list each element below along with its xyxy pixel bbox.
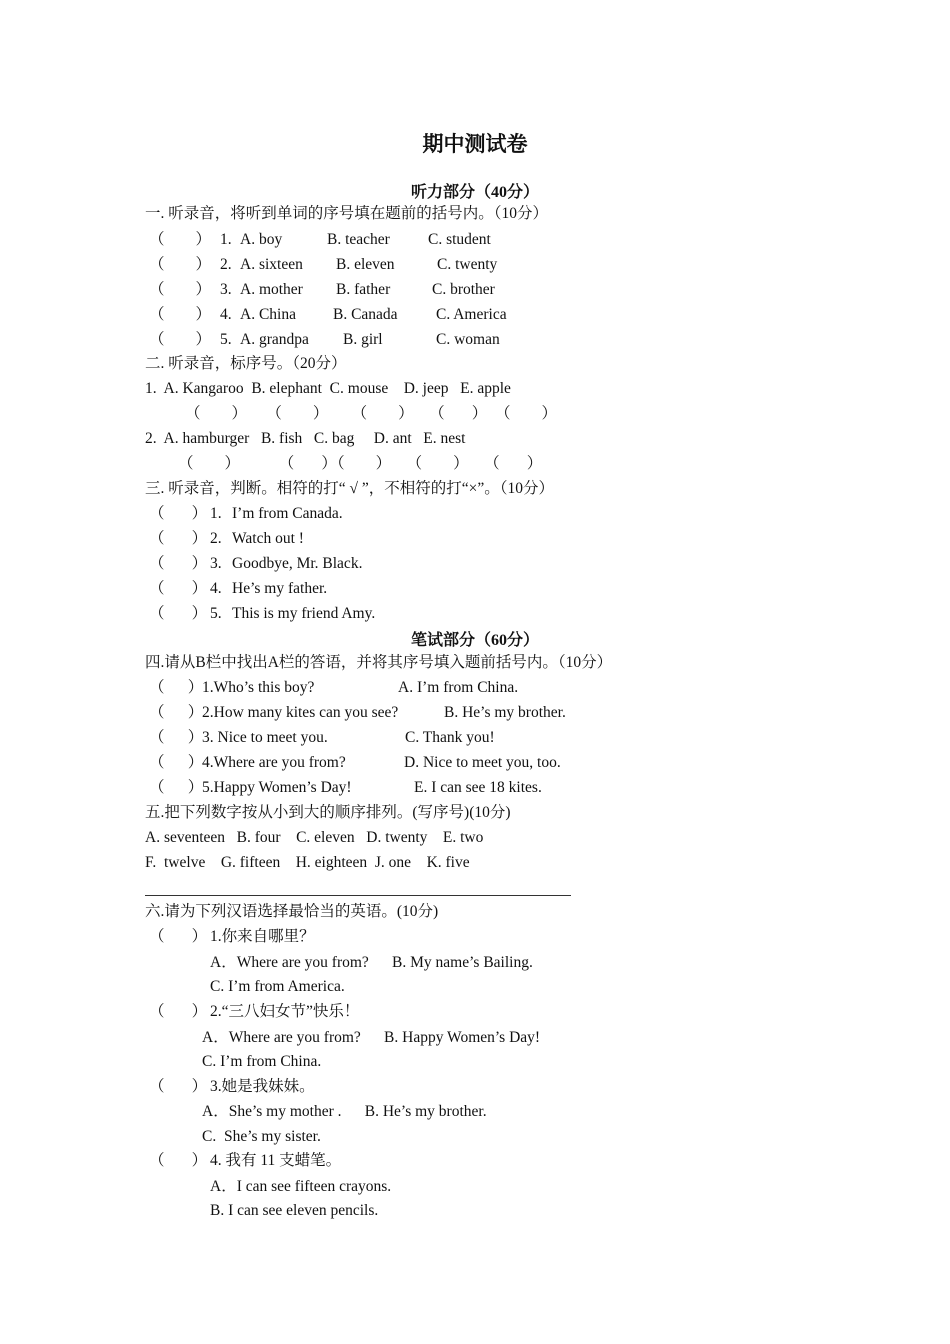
item-text: I’m from Canada. — [232, 505, 343, 522]
answer-bracket: （ ） — [149, 505, 208, 522]
answer-bracket: （ ） — [149, 1003, 208, 1020]
answer-bracket: （ ） — [149, 928, 208, 945]
question-text: 3. Nice to meet you. — [202, 729, 328, 746]
option-c: C. America — [436, 306, 507, 323]
option-b: B. girl — [343, 331, 383, 348]
options-line-2: B. I can see eleven pencils. — [210, 1202, 379, 1219]
question-text: 4.Where are you from? — [202, 754, 346, 771]
question-text: 5.Happy Women’s Day! — [202, 779, 352, 796]
writing-heading: 笔试部分（60分） — [410, 632, 539, 649]
answer-bracket: （ ） — [149, 281, 212, 298]
item-number: 2. — [210, 530, 222, 547]
options-line-1: A．I can see fifteen crayons. — [210, 1178, 392, 1195]
item-number: 2. — [220, 256, 232, 273]
answer-text: A. I’m from China. — [398, 679, 519, 696]
question-text: 1.Who’s this boy? — [202, 679, 315, 696]
option-b: B. father — [336, 281, 391, 298]
listening-heading: 听力部分（40分） — [410, 184, 539, 201]
answer-text: E. I can see 18 kites. — [414, 779, 542, 796]
item-number: 5. — [220, 331, 232, 348]
item-number: 3. — [220, 281, 232, 298]
item-number: 3. — [210, 555, 222, 572]
item-text: Goodbye, Mr. Black. — [232, 555, 363, 572]
question-text: 2.How many kites can you see? — [202, 704, 399, 721]
answer-bracket: （ ） — [149, 679, 204, 696]
option-c: C. student — [428, 231, 491, 248]
answer-bracket: （ ） — [149, 530, 208, 547]
answer-bracket: （ ） — [149, 580, 208, 597]
option-a: A. grandpa — [240, 331, 309, 348]
section-2-instruction: 二. 听录音，标序号。（20分） — [145, 355, 347, 372]
bracket-row: （ ） （ ）（ ） （ ） （ ） — [178, 455, 543, 472]
number-words-row-1: A. seventeen B. four C. eleven D. twenty E. two — [145, 829, 484, 846]
item-text: He’s my father. — [232, 580, 328, 597]
question-stem: 1.你来自哪里？ — [210, 928, 315, 945]
section-4-instruction: 四.请从B栏中找出A栏的答语，并将其序号填入题前括号内。（10分） — [145, 654, 613, 671]
question-stem: 3.她是我妹妹。 — [210, 1078, 315, 1095]
option-a: A. boy — [240, 231, 283, 248]
answer-line — [145, 895, 571, 896]
item-number: 1. — [220, 231, 232, 248]
answer-bracket: （ ） — [149, 331, 212, 348]
item-text: This is my friend Amy. — [232, 605, 376, 622]
answer-bracket: （ ） — [149, 605, 208, 622]
page-title: 期中测试卷 — [422, 132, 528, 156]
option-c: C. woman — [436, 331, 500, 348]
item-number: 4. — [210, 580, 222, 597]
item-number: 4. — [220, 306, 232, 323]
answer-bracket: （ ） — [149, 256, 212, 273]
answer-bracket: （ ） — [149, 729, 204, 746]
option-a: A. mother — [240, 281, 303, 298]
answer-text: B. He’s my brother. — [444, 704, 566, 721]
options-line-1: A．Where are you from? B. My name’s Bailing. — [210, 954, 533, 971]
answer-bracket: （ ） — [149, 1078, 208, 1095]
options-line-2: C. She’s my sister. — [202, 1128, 321, 1145]
number-words-row-2: F. twelve G. fifteen H. eighteen J. one K. five — [145, 854, 470, 871]
options-line-2: C. I’m from America. — [210, 978, 345, 995]
option-a: A. sixteen — [240, 256, 303, 273]
option-c: C. twenty — [437, 256, 498, 273]
answer-bracket: （ ） — [149, 231, 212, 248]
answer-bracket: （ ） — [149, 1152, 208, 1169]
answer-bracket: （ ） — [149, 779, 204, 796]
section-1-instruction: 一. 听录音，将听到单词的序号填在题前的括号内。（10分） — [145, 205, 549, 222]
answer-text: C. Thank you! — [405, 729, 495, 746]
option-b: B. Canada — [333, 306, 398, 323]
option-b: B. eleven — [336, 256, 395, 273]
options-line-1: A．Where are you from? B. Happy Women’s Day! — [202, 1029, 541, 1046]
answer-bracket: （ ） — [149, 704, 204, 721]
options-line-1: A．She’s my mother . B. He’s my brother. — [202, 1103, 487, 1120]
options-line-2: C. I’m from China. — [202, 1053, 322, 1070]
question-stem: 2.“三八妇女节”快乐！ — [210, 1003, 360, 1020]
section-5-instruction: 五.把下列数字按从小到大的顺序排列。(写序号)(10分) — [145, 804, 511, 821]
section-3-instruction: 三. 听录音，判断。相符的打“ √ ”，不相符的打“×”。（10分） — [145, 480, 555, 497]
item-number: 5. — [210, 605, 222, 622]
answer-text: D. Nice to meet you, too. — [404, 754, 561, 771]
answer-bracket: （ ） — [149, 754, 204, 771]
answer-bracket: （ ） — [149, 306, 212, 323]
option-b: B. teacher — [327, 231, 390, 248]
item-number: 1. — [210, 505, 222, 522]
section-6-instruction: 六.请为下列汉语选择最恰当的英语。(10分) — [145, 903, 439, 920]
bracket-row: （ ） （ ） （ ） （ ） （ ） — [185, 405, 558, 422]
option-a: A. China — [240, 306, 296, 323]
answer-bracket: （ ） — [149, 555, 208, 572]
option-c: C. brother — [432, 281, 495, 298]
word-row: 2. A. hamburger B. fish C. bag D. ant E. nest — [145, 430, 466, 447]
word-row: 1. A. Kangaroo B. elephant C. mouse D. jeep E. apple — [145, 380, 511, 397]
item-text: Watch out ! — [232, 530, 304, 547]
question-stem: 4. 我有 11 支蜡笔。 — [210, 1152, 342, 1169]
